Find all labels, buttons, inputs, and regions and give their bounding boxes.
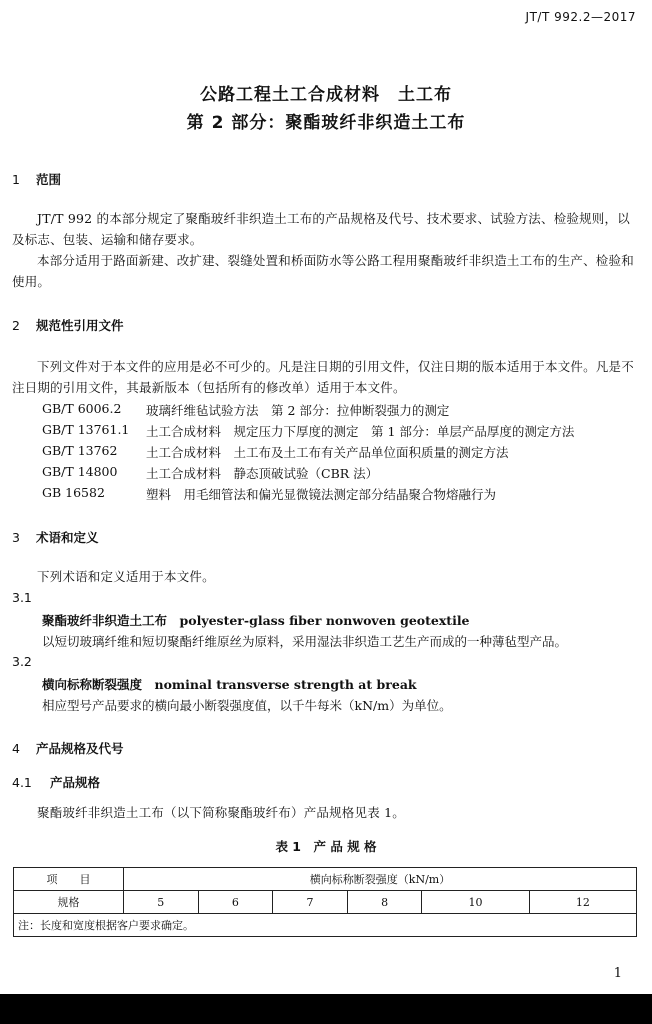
subsection-title: 产品规格 <box>50 775 101 790</box>
section-title: 规范性引用文件 <box>36 318 124 333</box>
page-number: 1 <box>613 966 622 981</box>
standard-code: JT/T 992.2—2017 <box>525 10 636 24</box>
section-3-intro: 下列术语和定义适用于本文件。 <box>37 569 215 584</box>
term-definition: 相应型号产品要求的横向最小断裂强度值，以千牛每米（kN/m）为单位。 <box>42 698 452 713</box>
subsection-number: 4.1 <box>12 775 32 790</box>
section-title: 产品规格及代号 <box>36 741 124 756</box>
table-cell: 12 <box>529 891 636 914</box>
section-1-heading <box>12 170 61 188</box>
table-cell: 7 <box>273 891 348 914</box>
reference-code: GB/T 6006.2 <box>42 401 122 416</box>
document-title-line2: 第 2 部分：聚酯玻纤非织造土工布 <box>186 113 466 133</box>
document-title-line1: 公路工程土工合成材料 土工布 <box>200 85 452 105</box>
section-title: 范围 <box>36 172 62 187</box>
reference-title: 土工合成材料 土工布及土工布有关产品单位面积质量的测定方法 <box>146 445 509 460</box>
table-header-item: 项 目 <box>14 868 124 891</box>
table-cell: 8 <box>347 891 422 914</box>
reference-code: GB/T 14800 <box>42 464 118 479</box>
section-number: 1 <box>12 172 20 187</box>
table-cell: 6 <box>198 891 273 914</box>
term-definition: 以短切玻璃纤维和短切聚酯纤维原丝为原料，采用湿法非织造工艺生产而成的一种薄毡型产品。 <box>42 634 568 649</box>
table-header-row <box>14 868 637 891</box>
section-number: 4 <box>12 741 20 756</box>
table-row <box>14 891 637 914</box>
reference-title: 玻璃纤维毡试验方法 第 2 部分：拉伸断裂强力的测定 <box>146 403 450 418</box>
reference-code: GB 16582 <box>42 485 105 500</box>
table-row-label: 规格 <box>14 891 124 914</box>
term-number: 3.2 <box>12 654 32 669</box>
section-3-heading <box>12 528 99 546</box>
term-number: 3.1 <box>12 590 32 605</box>
footer-bar <box>0 994 652 1024</box>
term-name: 聚酯玻纤非织造土工布 polyester-glass fiber nonwoven geotextile <box>42 613 470 628</box>
section-1-paragraph-2: 本部分适用于路面新建、改扩建、裂缝处置和桥面防水等公路工程用聚酯玻纤非织造土工布的生产、检验和使用。 <box>12 253 634 289</box>
spec-table <box>13 867 637 937</box>
section-2-intro: 下列文件对于本文件的应用是必不可少的。凡是注日期的引用文件，仅注日期的版本适用于本文件。凡是不注日期的引用文件，其最新版本（包括所有的修改单）适用于本文件。 <box>12 359 634 395</box>
table-note: 注：长度和宽度根据客户要求确定。 <box>14 914 637 937</box>
table-note-row <box>14 914 637 937</box>
reference-code: GB/T 13761.1 <box>42 422 130 437</box>
section-1-paragraph-1: JT/T 992 的本部分规定了聚酯玻纤非织造土工布的产品规格及代号、技术要求、试验方法、检验规则，以及标志、包装、运输和储存要求。 <box>12 211 630 247</box>
reference-title: 塑料 用毛细管法和偏光显微镜法测定部分结晶聚合物熔融行为 <box>146 487 497 502</box>
section-4-heading <box>12 739 124 757</box>
section-number: 3 <box>12 530 20 545</box>
subsection-4-1-heading <box>12 773 100 791</box>
section-number: 2 <box>12 318 20 333</box>
reference-code: GB/T 13762 <box>42 443 118 458</box>
reference-title: 土工合成材料 规定压力下厚度的测定 第 1 部分：单层产品厚度的测定方法 <box>146 424 575 439</box>
section-title: 术语和定义 <box>36 530 99 545</box>
reference-title: 土工合成材料 静态顶破试验（CBR 法） <box>146 466 379 481</box>
table-cell: 10 <box>422 891 529 914</box>
subsection-4-1-text: 聚酯玻纤非织造土工布（以下简称聚酯玻纤布）产品规格见表 1。 <box>37 805 405 820</box>
term-name: 横向标称断裂强度 nominal transverse strength at break <box>42 677 417 692</box>
table-caption: 表 1 产 品 规 格 <box>275 839 377 854</box>
table-header-strength: 横向标称断裂强度（kN/m） <box>124 868 637 891</box>
section-2-heading <box>12 316 124 334</box>
table-cell: 5 <box>124 891 199 914</box>
